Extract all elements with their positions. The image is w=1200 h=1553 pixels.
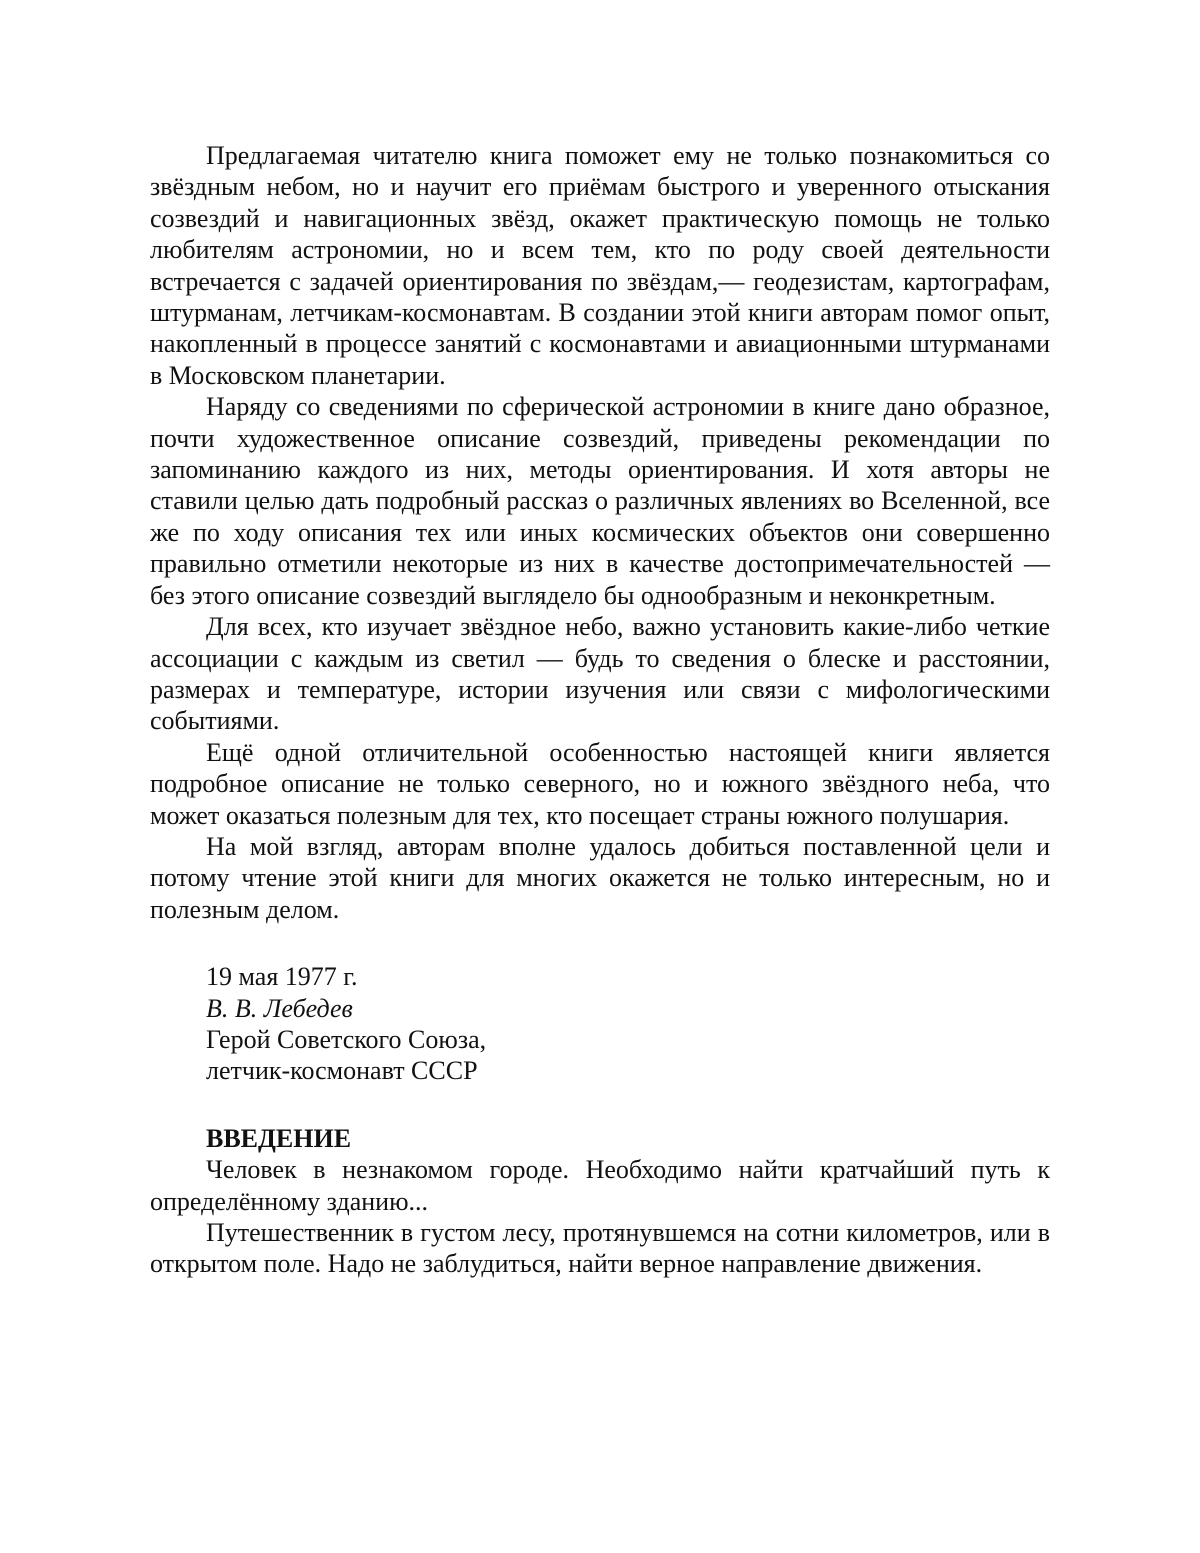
introduction-section (150, 1123, 1050, 1280)
introduction-paragraph: Путешественник в густом лесу, протянувшемся на сотни километров, или в открытом поле. Надо не заблудиться, найти верное направление движения. (150, 1218, 1050, 1279)
preface-section (150, 140, 1050, 925)
signature-date: 19 мая 1977 г. (206, 962, 358, 992)
preface-paragraph: Ещё одной отличительной особенностью настоящей книги является подробное описание не только северного, но и южного звёздного неба, что может оказаться полезным для тех, кто посещает страны южного полушария. (150, 737, 1050, 830)
section-heading: ВВЕДЕНИЕ (206, 1123, 352, 1153)
preface-paragraph: На мой взгляд, авторам вполне удалось добиться поставленной цели и потому чтение этой книги для многих окажется не только интересным, но и полезным делом. (150, 831, 1050, 924)
introduction-paragraph: Человек в незнакомом городе. Необходимо найти кратчайший путь к определённому зданию... (150, 1155, 1050, 1216)
preface-paragraph: Наряду со сведениями по сферической астрономии в книге дано образное, почти художественное описание созвездий, приведены рекомендации по запоминанию каждого из них, методы ориентирования. И хотя авторы не ставили целью дать подробный рассказ о различных явлениях во Вселенной, все же по ходу описания тех или иных космических объектов они совершенно правильно отметили некоторые из них в качестве достопримечательностей — без этого описание созвездий выглядело бы однообразным и неконкретным. (150, 392, 1050, 610)
signature-name: В. В. Лебедев (206, 993, 353, 1023)
document-page (150, 140, 1050, 1280)
preface-paragraph: Для всех, кто изучает звёздное небо, важно установить какие-либо четкие ассоциации с каждым из светил — будь то сведения о блеске и расстоянии, размерах и температуре, истории изучения или связи с мифологическими событиями. (150, 612, 1050, 736)
preface-paragraph: Предлагаемая читателю книга поможет ему не только познакомиться со звёздным небом, но и научит его приёмам быстрого и уверенного отыскания созвездий и навигационных звёзд, окажет практическую помощь не только любителям астрономии, но и всем тем, кто по роду своей деятельности встречается с задачей ориентирования по звёздам,— геодезистам, картографам, штурманам, летчикам-космонавтам. В создании этой книги авторам помог опыт, накопленный в процессе занятий с космонавтами и авиационными штурманами в Московском планетарии. (150, 141, 1050, 390)
signature-title: летчик-космонавт СССР (206, 1056, 478, 1086)
signature-block (150, 961, 1050, 1087)
signature-title: Герой Советского Союза, (206, 1024, 487, 1054)
